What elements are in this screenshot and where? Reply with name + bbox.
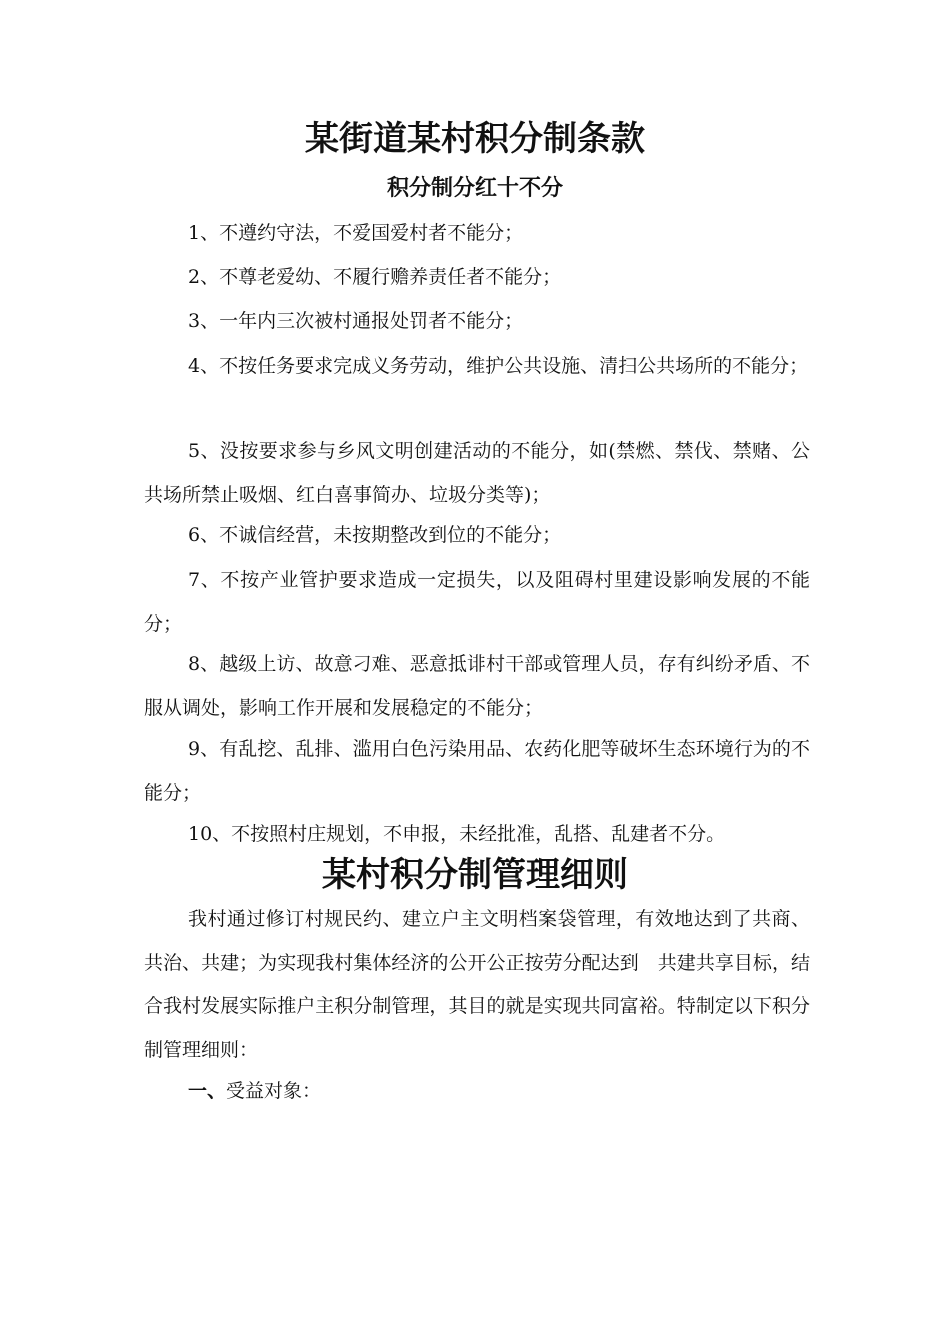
rule-item: 4、不按任务要求完成义务劳动，维护公共设施、清扫公共场所的不能分； <box>188 355 809 377</box>
rule-item: 8、越级上访、故意刁难、恶意抵诽村干部或管理人员，存有纠纷矛盾、不服从调处，影响工作开展和发展稳定的不能分； <box>144 653 810 719</box>
document-subtitle: 积分制分红十不分 <box>386 175 563 201</box>
section-one-label: 受益对象： <box>226 1080 322 1102</box>
rule-item: 7、不按产业管护要求造成一定损失，以及阻碍村里建设影响发展的不能分； <box>144 569 810 635</box>
rule-item: 6、不诚信经营，未按期整改到位的不能分； <box>188 524 562 546</box>
rule-item: 1、不遵约守法，不爱国爱村者不能分； <box>188 222 524 244</box>
rule-item: 3、一年内三次被村通报处罚者不能分； <box>188 310 524 332</box>
section-one-heading <box>144 1070 810 1114</box>
rule-item: 2、不尊老爱幼、不履行赡养责任者不能分； <box>188 266 562 288</box>
section-one-prefix: 一、 <box>188 1080 227 1102</box>
document-title: 某街道某村积分制条款 <box>305 119 645 159</box>
rule-item: 10、不按照村庄规划，不申报，未经批准，乱搭、乱建者不分。 <box>188 823 726 845</box>
rule-item: 5、没按要求参与乡风文明创建活动的不能分，如(禁燃、禁伐、禁赌、公共场所禁止吸烟、红白喜事简办、垃圾分类等)； <box>144 440 810 506</box>
rule-item: 9、有乱挖、乱排、滥用白色污染用品、农药化肥等破坏生态环境行为的不能分； <box>144 738 810 804</box>
section-title: 某村积分制管理细则 <box>322 855 628 895</box>
intro-paragraph: 我村通过修订村规民约、建立户主文明档案袋管理，有效地达到了共商、共治、共建；为实现我村集体经济的公开公正按劳分配达到 共建共享目标，结合我村发展实际推户主积分制管理，其目的就是实现共同富裕。特制定以下积分制管理细则： <box>144 908 810 1061</box>
